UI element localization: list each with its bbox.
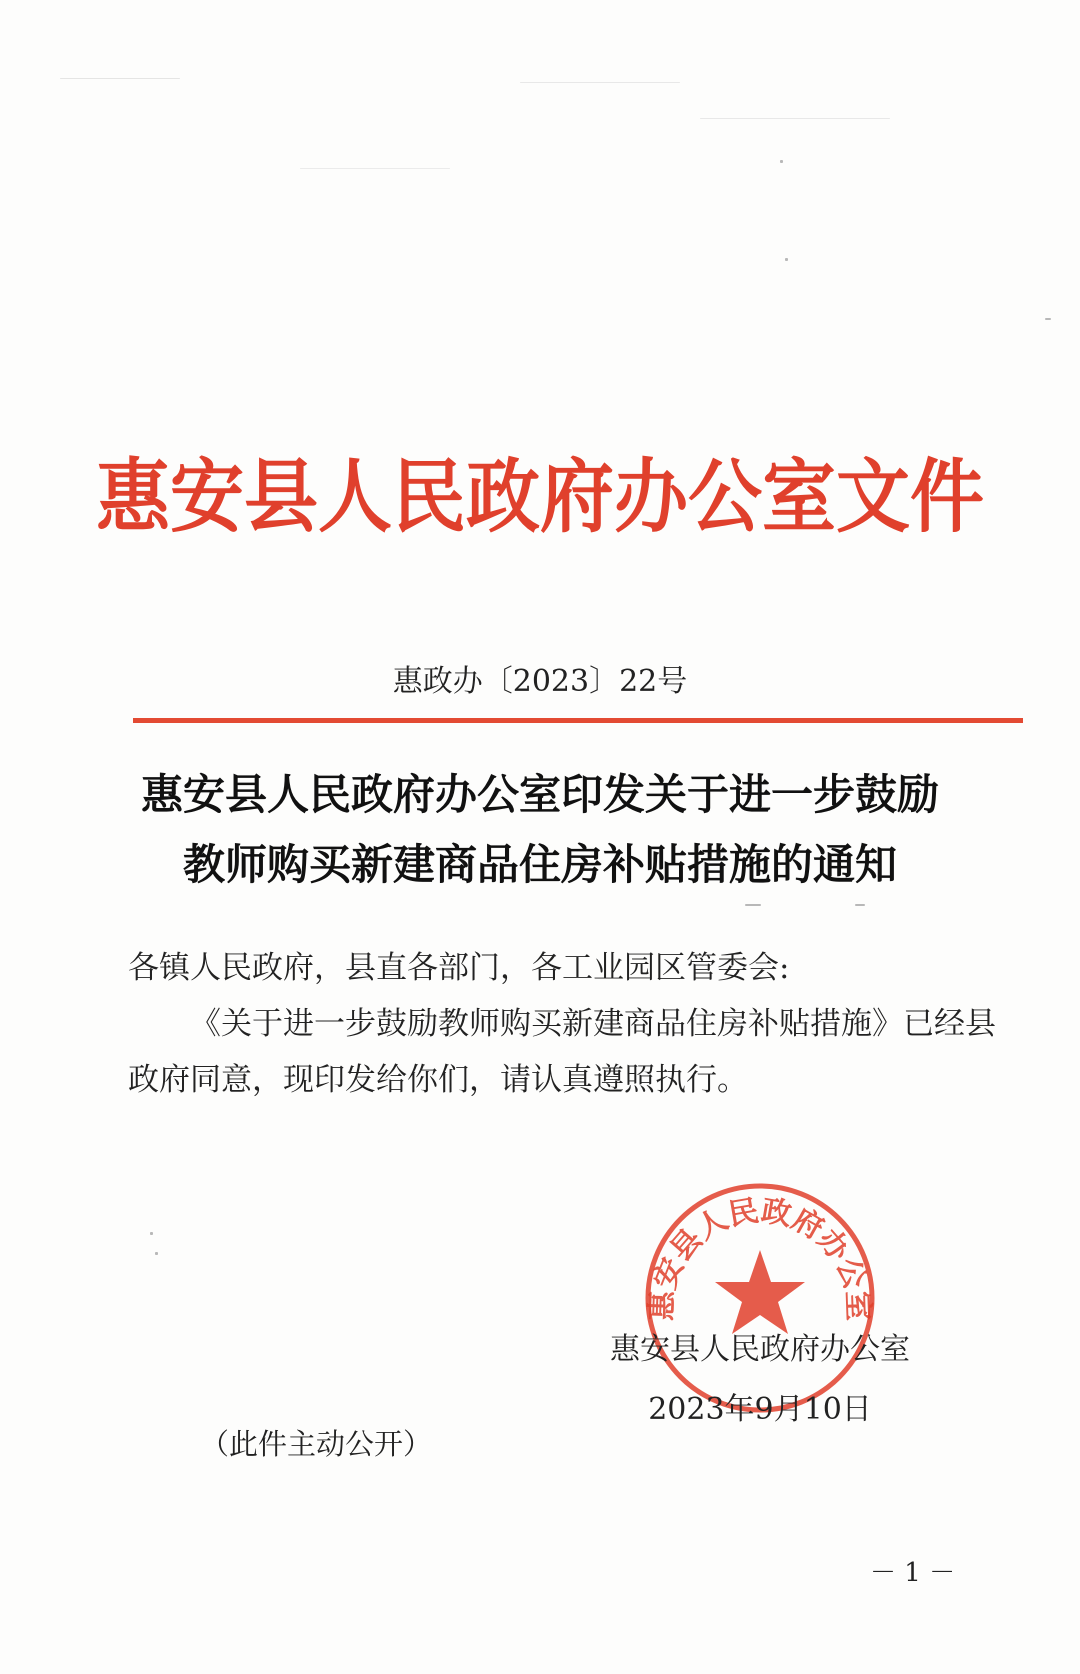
signature-block: [595, 1320, 925, 1440]
scan-artifact: [700, 118, 890, 119]
document-number: 惠政办〔2023〕22号: [392, 664, 688, 699]
scan-artifact: [780, 160, 783, 163]
scan-artifact: [60, 78, 180, 79]
page-number: － 1 －: [870, 1558, 956, 1588]
notice-title-line-2: 教师购买新建商品住房补贴措施的通知: [182, 840, 897, 889]
scan-artifact: [855, 904, 865, 906]
document-header-title: 惠安县人民政府办公室文件: [96, 451, 984, 544]
red-divider-line: [133, 718, 1023, 723]
body-paragraph: 《关于进一步鼓励教师购买新建商品住房补贴措施》已经县政府同意，现印发给你们，请认真遵照执行。: [128, 1006, 996, 1098]
issue-date: 2023年9月10日: [648, 1392, 872, 1427]
scan-artifact: [520, 82, 680, 83]
scan-artifact: [300, 168, 450, 169]
notice-title: [0, 760, 1080, 900]
issuing-organization: 惠安县人民政府办公室: [610, 1332, 910, 1367]
scan-artifact: [150, 1232, 153, 1235]
scan-artifact: [745, 904, 761, 906]
scan-artifact: [155, 1252, 158, 1255]
salutation: 各镇人民政府，县直各部门，各工业园区管委会:: [128, 950, 790, 986]
seal-text: 惠安县人民政府办公室: [644, 1193, 876, 1322]
scan-artifact: [1045, 318, 1051, 320]
notice-title-line-1: 惠安县人民政府办公室印发关于进一步鼓励: [140, 770, 939, 819]
scan-artifact: [785, 258, 788, 261]
notice-body: [128, 940, 998, 1108]
public-disclosure-note: （此件主动公开）: [200, 1427, 433, 1461]
